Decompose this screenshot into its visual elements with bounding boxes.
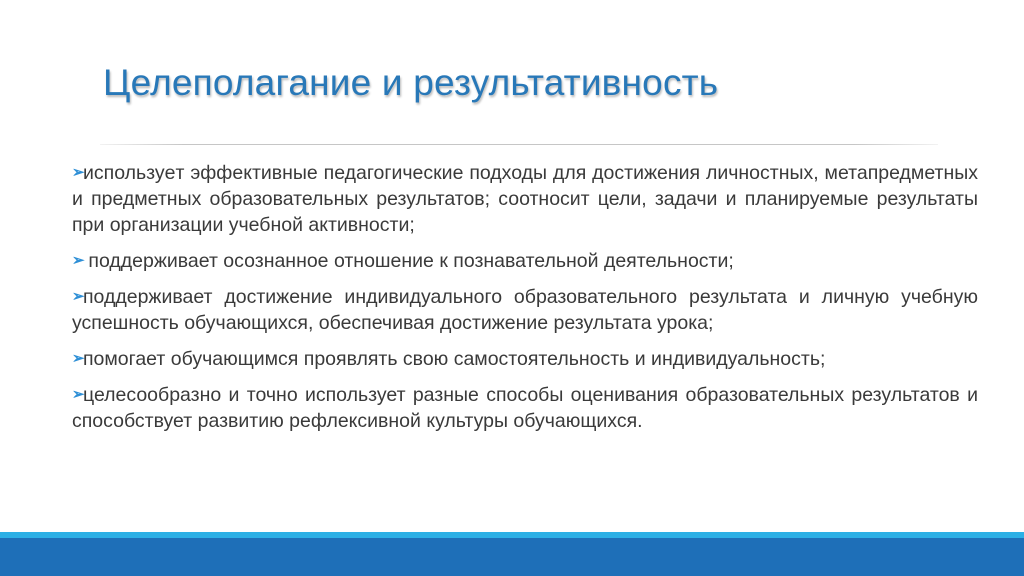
arrow-bullet-icon: ➢ (72, 350, 85, 367)
arrow-bullet-icon: ➢ (72, 386, 85, 403)
list-item (72, 382, 978, 434)
slide-title: Целеполагание и результативность (103, 62, 719, 103)
arrow-bullet-icon: ➢ (72, 164, 85, 181)
bullet-text: целесообразно и точно использует разные способы оценивания образовательных результатов и способствует развитию рефлексивной культуры обучающихся. (72, 384, 978, 432)
bullet-text: используeт эффективные педагогические подходы для достижения личностных, метапредметных и предметных образовательных результатов; соотносит цели, задачи и планируемые результаты при организации учебной активности; (72, 162, 978, 236)
list-item (72, 248, 978, 274)
bullet-text: поддерживает достижение индивидуального образовательного результата и личную учебную успешность обучающихся, обеспечивая достижение результата урока; (72, 286, 978, 334)
bullet-list (72, 160, 978, 444)
arrow-bullet-icon: ➢ (72, 288, 85, 305)
arrow-bullet-icon: ➢ (72, 252, 85, 269)
list-item (72, 160, 978, 238)
title-divider (100, 144, 938, 145)
bullet-text: помогает обучающимся проявлять свою самостоятельность и индивидуальность; (83, 348, 826, 370)
bullet-text: поддерживает осознанное отношение к познавательной деятельности; (83, 250, 734, 272)
footer-band-dark (0, 538, 1024, 576)
list-item (72, 284, 978, 336)
list-item (72, 346, 978, 372)
